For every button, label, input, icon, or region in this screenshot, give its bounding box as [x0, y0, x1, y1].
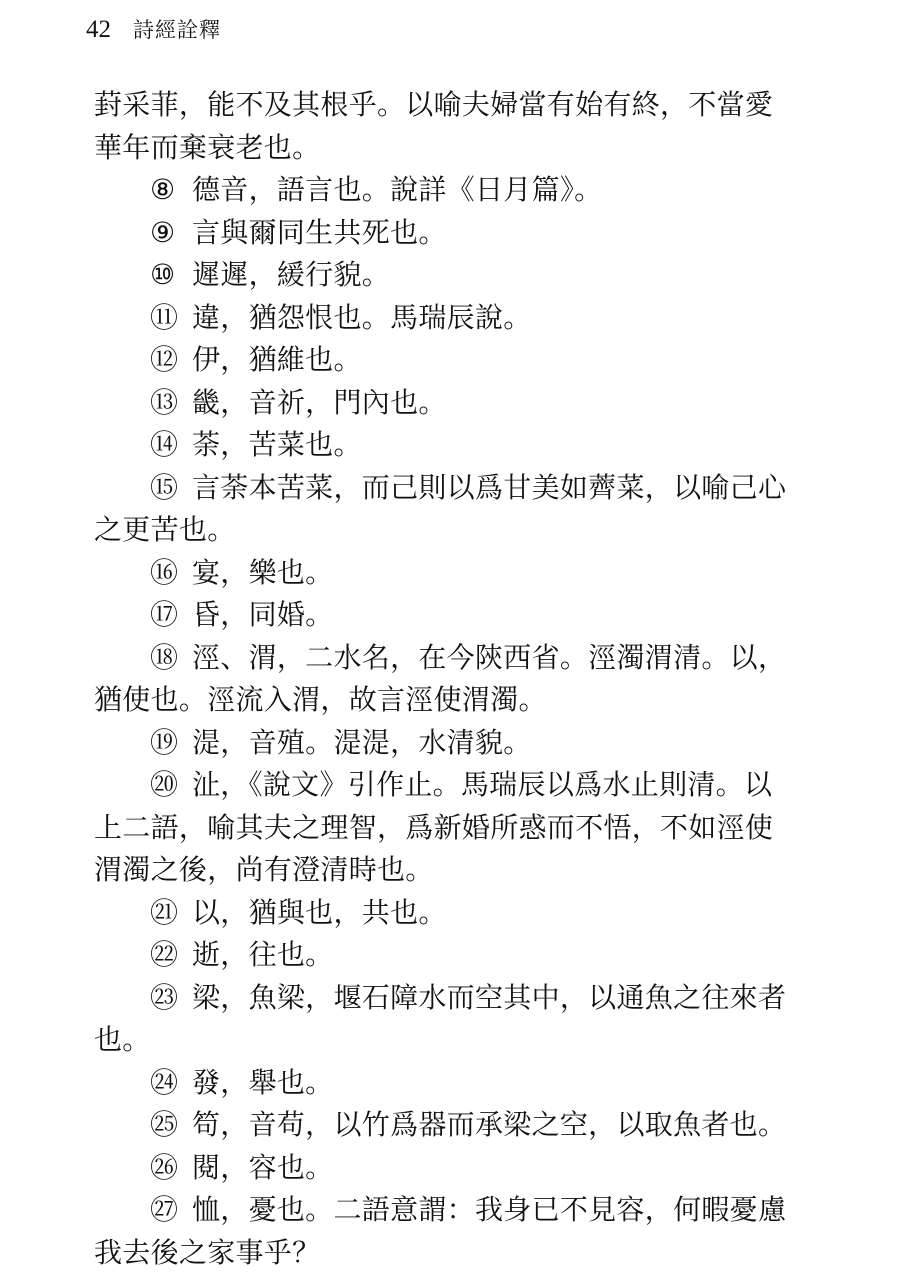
note-marker: ⑪	[150, 300, 179, 334]
note-text: 恤，憂也。二語意謂：我身已不見容，何暇憂慮我去後之家事乎？	[94, 1193, 787, 1269]
note-19	[94, 722, 794, 765]
note-marker: ⑰	[150, 598, 179, 631]
note-marker: ⑨	[150, 215, 176, 249]
note-marker: ⑧	[150, 173, 176, 206]
note-21	[94, 892, 794, 935]
note-22	[94, 934, 794, 977]
note-text: 涇、渭，二水名，在今陝西省。涇濁渭清。以，猶使也。涇流入渭，故言涇使渭濁。	[94, 640, 787, 716]
note-15	[94, 467, 794, 552]
note-14	[94, 424, 794, 467]
note-17	[94, 594, 794, 637]
note-text: 笱，音苟，以竹爲器而承梁之空，以取魚者也。	[191, 1108, 787, 1141]
note-text: 湜，音殖。湜湜，水清貌。	[191, 725, 532, 759]
note-text: 梁，魚梁，堰石障水而空其中，以通魚之往來者也。	[94, 980, 787, 1056]
page-header	[86, 14, 221, 50]
note-27	[94, 1189, 794, 1274]
note-text: 昏，同婚。	[191, 598, 334, 631]
note-marker: ㉖	[150, 1150, 179, 1184]
note-marker: ㉔	[150, 1065, 179, 1099]
note-text: 宴，樂也。	[191, 555, 334, 589]
note-marker: ⑫	[150, 343, 179, 376]
note-text: 言與爾同生共死也。	[191, 215, 447, 249]
note-marker: ㉗	[150, 1193, 179, 1226]
page-number: 42	[86, 16, 111, 43]
note-11	[94, 297, 794, 340]
note-marker: ⑮	[150, 470, 179, 504]
note-marker: ㉑	[150, 895, 179, 929]
note-18	[94, 637, 794, 722]
note-16	[94, 552, 794, 595]
note-marker: ㉒	[150, 938, 179, 971]
note-marker: ⑱	[150, 640, 179, 674]
note-text: 沚，《說文》引作止。馬瑞辰以爲水止則清。以上二語，喻其夫之理智，爲新婚所惑而不悟，不如涇使渭濁之後，尚有澄清時也。	[94, 768, 774, 886]
note-marker: ⑯	[150, 555, 179, 589]
note-20	[94, 764, 794, 892]
page-body	[94, 84, 794, 1274]
note-marker: ㉕	[150, 1108, 179, 1141]
note-text: 德音，語言也。說詳《日月篇》。	[191, 173, 603, 206]
note-13	[94, 382, 794, 425]
note-marker: ⑬	[150, 385, 179, 419]
continuation-paragraph: 葑采菲，能不及其根乎。以喻夫婦當有始有終，不當愛華年而棄衰老也。	[94, 88, 774, 164]
note-marker: ⑩	[150, 258, 176, 291]
note-text: 遲遲，緩行貌。	[191, 258, 391, 291]
note-12	[94, 339, 794, 382]
note-10	[94, 254, 794, 297]
note-text: 發，舉也。	[191, 1065, 334, 1099]
note-25	[94, 1104, 794, 1147]
note-marker: ㉓	[150, 980, 179, 1014]
note-text: 逝，往也。	[191, 938, 334, 971]
note-marker: ⑳	[150, 768, 179, 801]
note-text: 以，猶與也，共也。	[191, 895, 447, 929]
note-26	[94, 1147, 794, 1190]
note-marker: ⑭	[150, 428, 179, 461]
note-text: 言荼本苦菜，而己則以爲甘美如薺菜，以喻己心之更苦也。	[94, 470, 787, 546]
book-title: 詩經詮釋	[133, 18, 221, 42]
note-text: 閱，容也。	[191, 1150, 334, 1184]
note-23	[94, 977, 794, 1062]
note-9	[94, 212, 794, 255]
note-marker: ⑲	[150, 725, 179, 759]
note-text: 畿，音祈，門內也。	[191, 385, 447, 419]
note-text: 荼，苦菜也。	[191, 428, 362, 461]
note-text: 伊，猶維也。	[191, 343, 362, 376]
note-text: 違，猶怨恨也。馬瑞辰說。	[191, 300, 532, 334]
note-8	[94, 169, 794, 212]
note-24	[94, 1062, 794, 1105]
